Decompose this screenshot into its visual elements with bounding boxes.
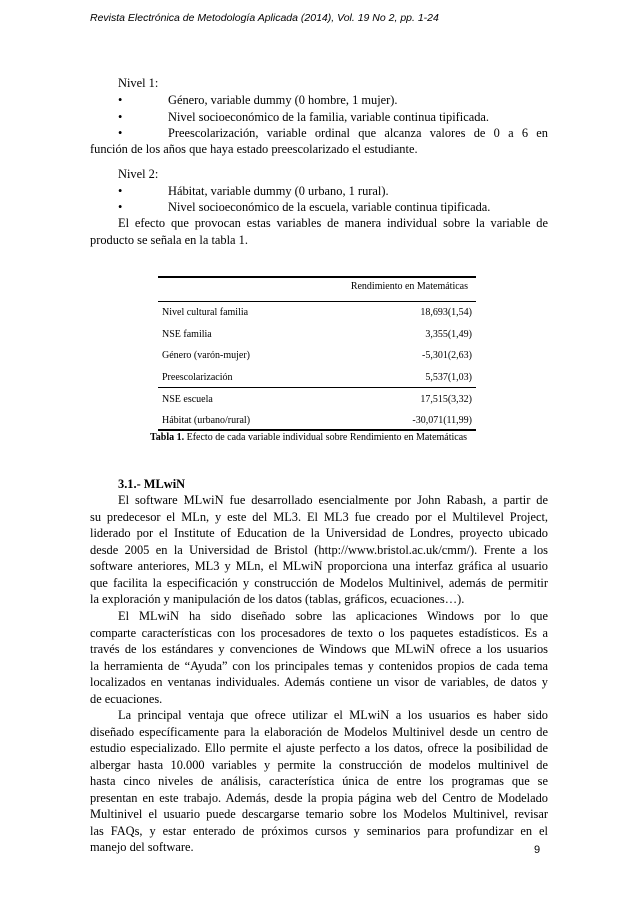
table-caption <box>150 432 467 443</box>
text-line: La principal ventaja que ofrece utilizar el MLwiN a los usuarios es haber sido <box>118 708 548 722</box>
table-column-header: Rendimiento en Matemáticas <box>350 281 468 292</box>
text-line: presentan en este trabajo. Además, desde la propia página web del Centro de Modelado <box>90 790 548 805</box>
text-line: manejo del software. <box>90 840 194 854</box>
text-line: las FAQs, y estar enterado de próximos cursos y seminarios para profundizar en el <box>90 823 548 838</box>
table-row <box>158 345 476 367</box>
caption-label: Tabla 1. <box>150 432 185 443</box>
results-table <box>158 302 476 432</box>
nivel1-continuation: función de los años que haya estado preescolarizado el estudiante. <box>90 142 418 156</box>
row-value: 5,537(1,03) <box>425 372 472 384</box>
text-line: la exploración y manipulación de los datos (tablas, gráficos, ecuaciones…). <box>90 592 465 606</box>
nivel1-item: • Nivel socioeconómico de la familia, variable continua tipificada. <box>118 110 490 124</box>
text-line: comparte características con los procesadores de texto o los paquetes estadísticos. Es a <box>90 625 548 640</box>
text-line: través de los estándares y convenciones de Windows que MLwiN ofrece a los usuarios <box>90 642 548 656</box>
text-line: estudio especializado. Ello permite el ajuste perfecto a los datos, ofrece la posibilidad de <box>90 741 548 755</box>
text-line: su predecesor el MLn, y este del ML3. El ML3 fue creado por el Multilevel Project, <box>90 509 548 524</box>
text-line: de ecuaciones. <box>90 691 163 706</box>
page-number: 9 <box>534 844 541 856</box>
text-line: localizados en ventanas individuales. Además contiene un visor de variables, de datos y <box>90 675 548 689</box>
text-line: diseñado específicamente para la elaboración de Modelos Multinivel desde un centro de <box>90 724 548 739</box>
text-line: la herramienta de “Ayuda” con los principales temas y contenidos propios de cada tema <box>90 658 548 673</box>
row-label: NSE escuela <box>162 393 213 405</box>
bullet-icon: • <box>118 110 123 124</box>
bullet-icon: • <box>118 200 123 214</box>
row-value: 17,515(3,32) <box>420 393 472 405</box>
table-top-rule <box>158 276 476 278</box>
text-line: hasta cinco niveles de análisis, característica única de entre los programas que se <box>90 774 548 788</box>
text-line: El software MLwiN fue desarrollado esencialmente por John Rabash, a partir de <box>118 493 548 507</box>
row-label: Preescolarización <box>162 372 233 384</box>
row-value: 3,355(1,49) <box>425 328 472 340</box>
paragraph-3 <box>90 707 548 856</box>
nivel1-item: • Preescolarización, variable ordinal que alcanza valores de 0 a 6 en <box>118 126 548 140</box>
text-line: albergar hasta 10.000 variables y permite la construcción de modelos multinivel de <box>90 757 548 772</box>
text-line: liderado por el Institute of Education de la Universidad de Londres, proyecto ubicado <box>90 526 548 540</box>
nivel2-item: • Nivel socioeconómico de la escuela, variable continua tipificada. <box>118 200 491 214</box>
table-row <box>158 388 476 410</box>
text-line: Multinivel el usuario puede descargarse temario sobre los Modelos Multinivel, revisar <box>90 807 548 821</box>
caption-text: Efecto de cada variable individual sobre Rendimiento en Matemáticas <box>184 432 468 443</box>
table-row <box>158 324 476 346</box>
text-line: producto se señala en la tabla 1. <box>90 232 248 247</box>
text-line: El MLwiN ha sido diseñado sobre las aplicaciones Windows por lo que <box>118 609 548 623</box>
bullet-icon: • <box>118 184 123 198</box>
nivel1-item: • Género, variable dummy (0 hombre, 1 mujer). <box>118 93 398 107</box>
table-row <box>158 302 476 324</box>
text-line: software anteriores, ML3 y MLn, el MLwiN proporciona una interfaz gráfica al usuario <box>90 559 548 573</box>
nivel2-item: • Hábitat, variable dummy (0 urbano, 1 rural). <box>118 184 389 198</box>
paragraph-2 <box>90 608 548 707</box>
intro-paragraph <box>90 215 548 248</box>
row-value: -5,301(2,63) <box>422 350 472 362</box>
row-label: NSE familia <box>162 328 212 340</box>
row-value: 18,693(1,54) <box>420 307 472 319</box>
table-row <box>158 367 476 389</box>
paragraph-1 <box>90 492 548 608</box>
table-row <box>158 410 476 432</box>
text-line: desde 2005 en la Universidad de Bristol (http://www.bristol.ac.uk/cmm/). Frente a los <box>90 542 548 557</box>
bullet-icon: • <box>118 93 123 107</box>
bullet-icon: • <box>118 126 123 140</box>
nivel1-title: Nivel 1: <box>118 76 159 90</box>
text-line: que facilita la especificación y construcción de Modelos Multinivel, además de permitir <box>90 575 548 590</box>
nivel2-title: Nivel 2: <box>118 167 159 181</box>
row-label: Nivel cultural familia <box>162 307 249 319</box>
row-value: -30,071(11,99) <box>412 415 472 427</box>
row-label: Hábitat (urbano/rural) <box>162 415 251 427</box>
section-title: 3.1.- MLwiN <box>118 477 186 491</box>
journal-header: Revista Electrónica de Metodología Aplicada (2014), Vol. 19 No 2, pp. 1-24 <box>90 12 439 24</box>
row-label: Género (varón-mujer) <box>162 350 251 362</box>
text-line: El efecto que provocan estas variables de manera individual sobre la variable de <box>118 216 548 230</box>
